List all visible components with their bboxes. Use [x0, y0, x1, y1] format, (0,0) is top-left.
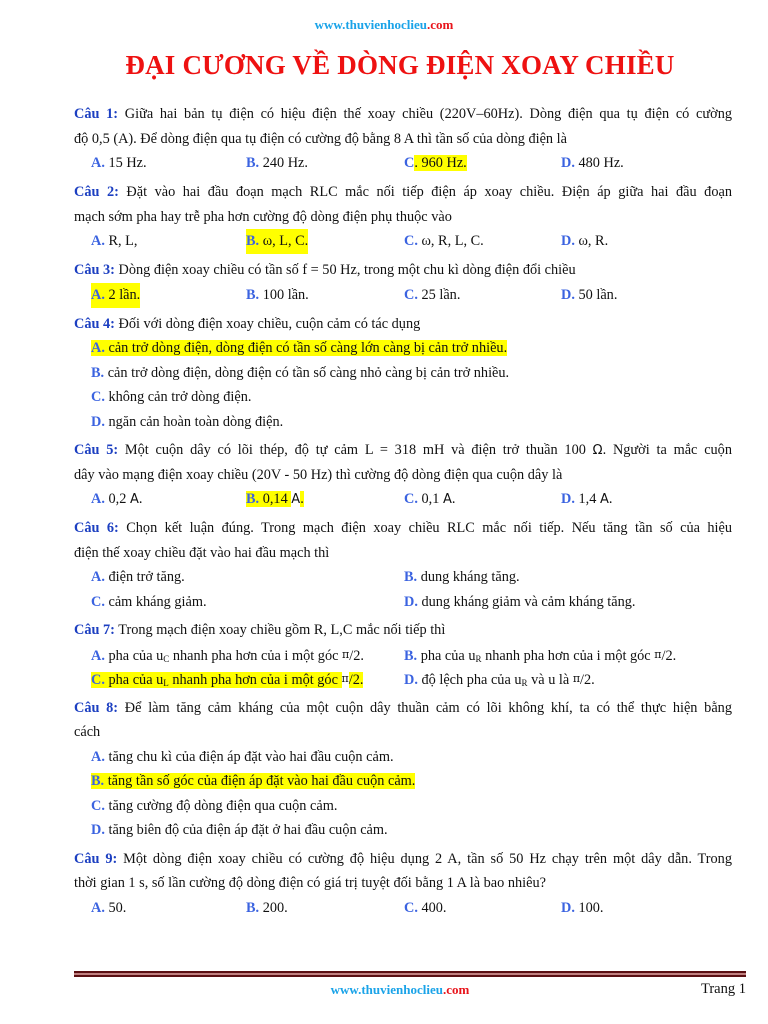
question-3 [74, 258, 732, 308]
option-letter: C. [91, 389, 105, 405]
question-text: mạch sớm pha hay trễ pha hơn cường độ dòng điện phụ thuộc vào [74, 208, 452, 225]
question-text-line [74, 205, 732, 230]
option-text: 400. [417, 899, 447, 916]
option-letter: A. [91, 748, 105, 765]
option-c [404, 487, 455, 512]
option-d [561, 151, 624, 176]
option-text: không cản trở dòng điện. [104, 389, 252, 405]
option-text: 200. [259, 899, 288, 916]
option-letter: D. [561, 286, 575, 303]
option-text: tăng chu kì của điện áp đặt vào hai đầu cuộn cảm. [104, 748, 394, 765]
option-c [91, 590, 207, 615]
option-d [561, 896, 604, 921]
option-letter: C. [404, 233, 418, 249]
option-text: 50. [104, 899, 127, 916]
option-c [404, 229, 484, 254]
option-a-correct [91, 283, 140, 308]
question-6 [74, 516, 732, 614]
option-letter: A. [91, 340, 105, 356]
option-letter: B. [246, 233, 260, 249]
subscript: R [521, 678, 528, 688]
question-label: Câu 8: [74, 699, 119, 716]
option-text: . 960 Hz. [414, 155, 467, 171]
unit-ampere: A [291, 492, 301, 507]
option-text: độ lệch pha của u [417, 672, 522, 688]
question-text-line [74, 438, 732, 463]
option-letter: A. [91, 647, 105, 664]
option-text: pha của u [104, 672, 164, 688]
option-b-correct [74, 769, 732, 794]
option-d [404, 590, 635, 615]
option-c-correct [91, 667, 363, 696]
question-text: cách [74, 724, 101, 740]
site-tld: .com [426, 17, 454, 32]
option-d [561, 487, 612, 512]
option-letter: C. [91, 672, 105, 688]
question-text-line [74, 618, 732, 643]
pi-symbol: π [572, 672, 581, 685]
option-text: cản trở dòng điện, dòng điện có tần số càng nhỏ càng bị cản trở nhiều. [104, 364, 510, 381]
option-letter: B. [404, 647, 418, 664]
question-text: độ 0,5 (A). Để dòng điện qua tụ điện có cường độ bằng 8 A thì tần số của dòng điện là [74, 130, 567, 147]
options-row [74, 229, 732, 254]
option-letter: D. [91, 822, 105, 838]
question-text-line [74, 516, 732, 541]
option-letter: D. [404, 593, 418, 610]
option-d [561, 229, 608, 254]
option-text: 0,14 [259, 491, 292, 507]
unit-ampere: A [442, 492, 452, 507]
subscript: R [475, 653, 482, 664]
question-label: Câu 9: [74, 850, 118, 867]
question-4 [74, 312, 732, 435]
question-text-line [74, 127, 732, 152]
page-title: ĐẠI CƯƠNG VỀ DÒNG ĐIỆN XOAY CHIỀU [125, 50, 675, 80]
ohm-symbol: Ω [592, 443, 603, 458]
site-tld: .com [442, 982, 470, 997]
option-text: 1,4 [574, 491, 600, 507]
option-letter: A. [91, 233, 105, 249]
option-letter: C. [404, 899, 418, 916]
question-8 [74, 696, 732, 843]
question-label: Câu 5: [74, 442, 119, 458]
option-text: và u là [527, 672, 573, 688]
question-text: điện thế xoay chiều đặt vào hai đầu mạch thì [74, 544, 330, 561]
option-letter: B. [246, 491, 260, 507]
option-d [561, 283, 617, 308]
pi-symbol: π [654, 647, 662, 661]
question-label: Câu 1: [74, 106, 119, 122]
option-letter: D. [91, 413, 105, 430]
option-letter: A. [91, 569, 105, 585]
page-number: Trang 1 [701, 981, 746, 997]
option-a [91, 229, 137, 254]
question-text-line [74, 847, 732, 872]
option-c-correct [404, 151, 467, 176]
option-b [246, 283, 309, 308]
option-d [74, 818, 732, 843]
site-name: www.thuvienhoclieu [314, 17, 427, 32]
options-row [74, 283, 732, 308]
option-b [246, 151, 308, 176]
options-row [74, 565, 732, 590]
option-letter: B. [91, 773, 105, 789]
pi-symbol: π [342, 647, 350, 661]
option-text: 480 Hz. [574, 155, 624, 171]
option-c [74, 385, 732, 410]
site-header-link[interactable] [0, 17, 768, 33]
option-text: pha của u [417, 647, 476, 664]
option-letter: D. [561, 233, 575, 249]
option-text: 100. [574, 899, 604, 916]
option-text: ω, R. [574, 233, 609, 249]
subscript: L [163, 678, 169, 688]
option-letter: B. [246, 899, 260, 916]
option-d [404, 667, 595, 696]
option-letter: A. [91, 155, 105, 171]
option-letter: D. [561, 155, 575, 171]
option-text: ω, L, C. [259, 233, 309, 249]
option-tail: . [138, 491, 143, 507]
option-letter: B. [91, 364, 105, 381]
option-letter: C. [91, 593, 105, 610]
option-text: tăng cường độ dòng điện qua cuộn cảm. [104, 797, 338, 814]
question-text-line [74, 696, 732, 721]
subscript: C [163, 653, 170, 664]
question-text-line [74, 180, 732, 205]
question-label: Câu 6: [74, 520, 119, 536]
option-tail: /2. [580, 672, 595, 688]
question-text-line [74, 312, 732, 337]
option-text: tăng biên độ của điện áp đặt ở hai đầu cuộn cảm. [104, 822, 388, 838]
question-2 [74, 180, 732, 254]
option-letter: A. [91, 286, 105, 303]
option-text: nhanh pha hơn của i một góc [168, 672, 342, 688]
option-text: cản trở dòng điện, dòng điện có tần số càng lớn càng bị cản trở nhiều. [104, 340, 508, 356]
option-letter: B. [246, 155, 260, 171]
option-text: 50 lần. [574, 286, 618, 303]
option-b-correct [246, 487, 304, 512]
question-text: Dòng điện xoay chiều có tần số f = 50 Hz, trong một chu kì dòng điện đổi chiều [114, 262, 576, 278]
question-list [74, 102, 732, 921]
option-letter: C. [404, 491, 418, 507]
option-text: 240 Hz. [259, 155, 308, 171]
question-text: Một dòng điện xoay chiều có cường độ hiệu dụng 2 A, tần số 50 Hz chạy trên một dây dẫn. Trong [117, 850, 732, 867]
option-tail: . [300, 491, 304, 507]
option-tail: . [608, 491, 613, 507]
question-7 [74, 618, 732, 692]
option-text: nhanh pha hơn của i một góc [169, 647, 343, 664]
option-text: 0,2 [104, 491, 130, 507]
option-letter: D. [561, 491, 575, 507]
question-label: Câu 3: [74, 262, 115, 278]
option-a [91, 896, 126, 921]
option-text: dung kháng tăng. [417, 569, 520, 585]
option-letter: B. [246, 286, 260, 303]
option-tail: /2. [349, 647, 364, 664]
option-b [74, 361, 732, 386]
option-text: 100 lần. [259, 286, 309, 303]
question-text-line [74, 541, 732, 566]
option-text: 0,1 [417, 491, 443, 507]
footer-site-link[interactable] [0, 982, 768, 998]
option-letter: A. [91, 491, 105, 507]
option-text: ngăn cản hoàn toàn dòng điện. [104, 413, 284, 430]
option-text: 25 lần. [417, 286, 461, 303]
question-text-line [74, 720, 732, 745]
question-text: dây vào mạng điện xoay chiều (20V - 50 Hz) thì cường độ dòng điện qua cuộn dây là [74, 466, 563, 483]
option-text: pha của u [104, 647, 164, 664]
options-row [74, 643, 732, 668]
options-row [74, 896, 732, 921]
option-d [74, 410, 732, 435]
site-name: www.thuvienhoclieu [330, 982, 443, 997]
option-b [246, 896, 288, 921]
question-text-line [74, 258, 732, 283]
option-text: 2 lần. [104, 286, 141, 303]
question-9 [74, 847, 732, 921]
question-text: Để làm tăng cảm kháng của một cuộn dây thuần cảm có lõi không khí, ta có thể thực hiện bằng [118, 699, 732, 716]
option-tail: /2. [661, 647, 677, 664]
question-1 [74, 102, 732, 176]
question-text: Chọn kết luận đúng. Trong mạch điện xoay chiều RLC mắc nối tiếp. Nếu tăng tần số của hiệu [118, 520, 733, 536]
option-letter: C [404, 155, 415, 171]
question-text: . Người ta mắc cuộn [602, 442, 732, 458]
option-letter: B. [404, 569, 418, 585]
unit-ampere: A [129, 492, 139, 507]
question-text: Đối với dòng điện xoay chiều, cuộn cảm có tác dụng [114, 315, 421, 332]
option-letter: C. [91, 797, 105, 814]
options-row [74, 151, 732, 176]
unit-ampere: A [599, 492, 609, 507]
option-text: 15 Hz. [104, 155, 147, 171]
option-a [91, 487, 142, 512]
option-text: ω, R, L, C. [417, 233, 484, 249]
question-text: Đặt vào hai đầu đoạn mạch RLC mắc nối tiếp điện áp xoay chiều. Điện áp giữa hai đầu đoạn [118, 184, 732, 200]
option-c [404, 283, 460, 308]
question-5 [74, 438, 732, 512]
option-letter: D. [561, 899, 575, 916]
question-text: Một cuộn dây có lõi thép, độ tự cảm L = 318 mH và điện trở thuần 100 [118, 442, 593, 458]
options-row [74, 590, 732, 615]
option-text: R, L, [104, 233, 138, 249]
option-letter: A. [91, 899, 105, 916]
question-label: Câu 2: [74, 184, 119, 200]
question-text-line [74, 463, 732, 488]
option-c [74, 794, 732, 819]
option-tail: /2. [348, 672, 364, 688]
question-text: Giữa hai bản tụ điện có hiệu điện thế xoay chiều (220V–60Hz). Dòng điện qua tụ điện có cường [118, 106, 732, 122]
option-text: cảm kháng giảm. [104, 593, 207, 610]
option-text: tăng tần số góc của điện áp đặt vào hai đầu cuộn cảm. [104, 773, 416, 789]
options-row [74, 487, 732, 512]
option-letter: C. [404, 286, 418, 303]
question-text: Trong mạch điện xoay chiều gồm R, L,C mắc nối tiếp thì [114, 622, 446, 638]
option-text: nhanh pha hơn của i một góc [481, 647, 655, 664]
question-label: Câu 4: [74, 315, 115, 332]
option-a [91, 151, 147, 176]
pi-symbol: π [341, 672, 349, 685]
footer-divider [74, 971, 746, 977]
option-a [74, 745, 732, 770]
option-tail: . [451, 491, 456, 507]
question-label: Câu 7: [74, 622, 115, 638]
option-b [404, 565, 520, 590]
option-a-correct [74, 336, 732, 361]
option-letter: D. [404, 672, 418, 688]
question-text: thời gian 1 s, số lần cường độ dòng điện có giá trị tuyệt đối bằng 1 A là bao nhiêu? [74, 875, 546, 891]
question-text-line [74, 871, 732, 896]
question-text-line [74, 102, 732, 127]
option-b-correct [246, 229, 308, 254]
option-a [91, 565, 185, 590]
option-text: điện trở tăng. [104, 569, 185, 585]
option-text: dung kháng giảm và cảm kháng tăng. [417, 593, 636, 610]
option-c [404, 896, 447, 921]
options-row [74, 667, 732, 692]
